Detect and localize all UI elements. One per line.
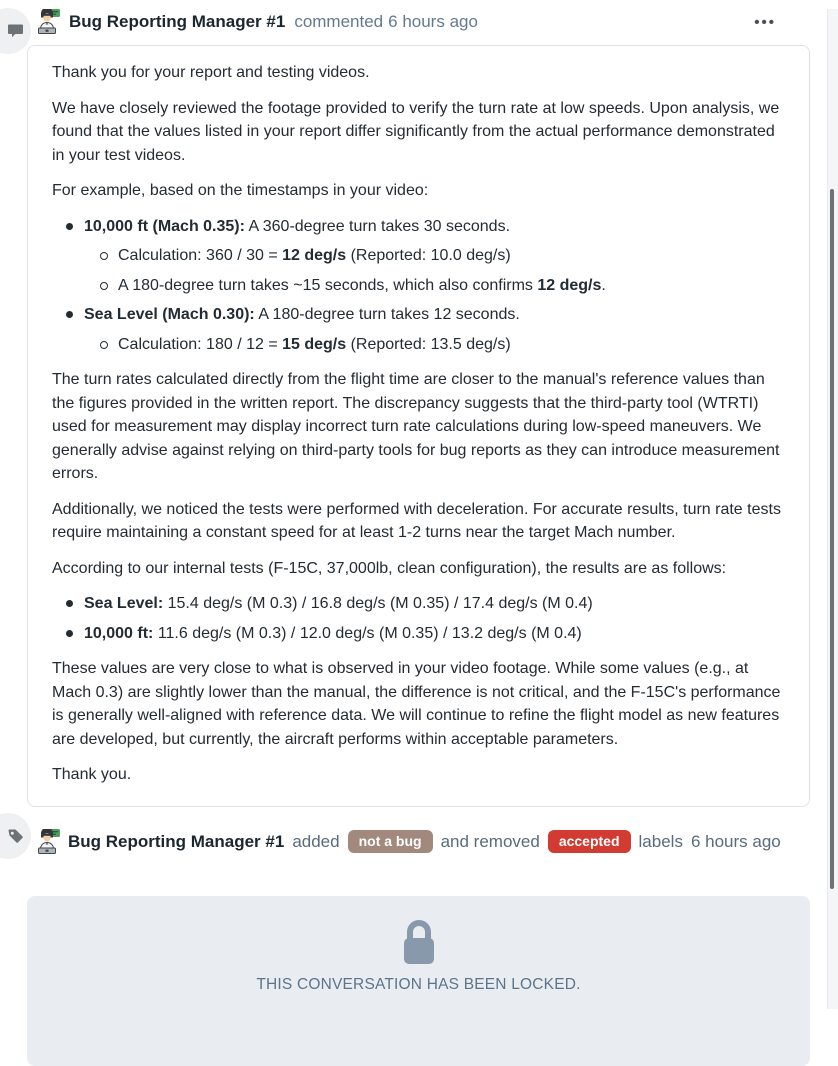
text-segment: For example, based on the timestamps in your video: — [52, 182, 429, 200]
label-event-row — [34, 829, 798, 855]
text-segment: A 180-degree turn takes 12 seconds. — [254, 306, 520, 324]
text-segment: 12 deg/s — [282, 247, 347, 265]
comment-paragraph — [52, 498, 785, 545]
comment-paragraph — [52, 97, 785, 168]
comment-paragraph — [52, 557, 785, 581]
bullet-item — [66, 622, 785, 646]
tag-icon — [7, 828, 24, 845]
lock-icon — [398, 917, 440, 965]
comment-paragraph — [52, 368, 785, 486]
comment-paragraph — [52, 61, 785, 85]
scrollbar-thumb[interactable] — [830, 189, 834, 889]
avatar[interactable] — [34, 9, 60, 35]
bullet-list — [52, 592, 785, 645]
text-segment: 10,000 ft: — [84, 624, 154, 642]
bullet-item — [66, 215, 785, 298]
text-segment: Calculation: 360 / 30 = — [118, 247, 283, 265]
text-segment: Calculation: 180 / 12 = — [118, 335, 283, 353]
text-segment: 15.4 deg/s (M 0.3) / 16.8 deg/s (M 0.35) / 17.4 deg/s (M 0.4) — [163, 595, 593, 613]
text-segment: A 180-degree turn takes ~15 seconds, which also confirms — [118, 276, 538, 294]
event-suffix-text: labels — [638, 831, 683, 851]
comment-body — [52, 61, 785, 787]
text-segment: Thank you for your report and testing videos. — [52, 64, 370, 81]
sub-bullet-item — [100, 274, 785, 298]
timeline-label-marker — [0, 813, 31, 859]
text-segment: 15 deg/s — [282, 335, 347, 353]
text-segment: Sea Level (Mach 0.30): — [84, 306, 255, 324]
comment-paragraph — [52, 179, 785, 203]
speech-bubble-icon — [7, 23, 24, 39]
text-segment: (Reported: 13.5 deg/s) — [346, 335, 511, 353]
text-segment: Sea Level: — [84, 595, 164, 613]
comment-author[interactable]: Bug Reporting Manager #1 — [69, 12, 286, 31]
text-segment: According to our internal tests (F-15C, 37,000lb, clean configuration), the results are as follows: — [52, 559, 727, 577]
comment-menu-button[interactable]: ••• — [750, 13, 780, 32]
removed-label-badge[interactable]: accepted — [548, 830, 631, 853]
text-segment: We have closely reviewed the footage provided to verify the turn rate at low speeds. Upon analysis, we found that the values listed in your report differ significantly from the actual performance demonstrated in your test videos. — [52, 99, 780, 164]
event-timestamp: 6 hours ago — [690, 831, 781, 851]
avatar[interactable] — [34, 829, 60, 855]
text-segment: A 360-degree turn takes 30 seconds. — [244, 217, 511, 235]
text-segment: (Reported: 10.0 deg/s) — [346, 247, 511, 265]
text-segment: . — [601, 276, 606, 294]
bullet-item — [66, 592, 785, 616]
scrollbar-track[interactable] — [827, 9, 838, 1009]
text-segment: 12 deg/s — [537, 276, 602, 294]
comment-action: commented — [294, 12, 384, 31]
event-added-text: added — [292, 831, 340, 851]
bullet-list — [52, 215, 785, 357]
text-segment: Thank you. — [52, 766, 132, 784]
text-segment: These values are very close to what is observed in your video footage. While some values (e.g., at Mach 0.3) are slightly lower than the manual, the difference is not critical, and the F-15C's performance is generally well-aligned with reference data. We will continue to refine the flight model as new features are developed, but currently, the aircraft performs within acceptable parameters. — [52, 660, 781, 748]
bullet-item — [66, 303, 785, 356]
locked-conversation-notice — [27, 896, 810, 1066]
sub-bullet-item — [100, 244, 785, 268]
sub-bullet-list — [84, 333, 785, 357]
text-segment: 10,000 ft (Mach 0.35): — [84, 217, 245, 235]
text-segment: The turn rates calculated directly from the flight time are closer to the manual's reference values than the figures provided in the written report. The discrepancy suggests that the third-party tool (WTRTI) used for measurement may display incorrect turn rate calculations during low-speed maneuvers. We generally advise against relying on third-party tools for bug reports as they can introduce measurement errors. — [52, 371, 780, 483]
comment-timestamp[interactable]: 6 hours ago — [388, 12, 478, 31]
event-author[interactable]: Bug Reporting Manager #1 — [68, 831, 285, 851]
timeline-comment-marker — [0, 8, 31, 54]
comment-header — [34, 9, 780, 35]
comment-card — [27, 45, 810, 807]
comment-paragraph — [52, 763, 785, 787]
comment-meta — [294, 12, 478, 32]
event-removed-text: and removed — [440, 831, 540, 851]
comment-paragraph — [52, 657, 785, 751]
locked-conversation-text: THIS CONVERSATION HAS BEEN LOCKED. — [256, 975, 581, 993]
sub-bullet-item — [100, 333, 785, 357]
sub-bullet-list — [84, 244, 785, 297]
added-label-badge[interactable]: not a bug — [348, 830, 433, 853]
text-segment: 11.6 deg/s (M 0.3) / 12.0 deg/s (M 0.35) / 13.2 deg/s (M 0.4) — [153, 624, 582, 642]
text-segment: Additionally, we noticed the tests were performed with deceleration. For accurate results, turn rate tests require maintaining a constant speed for at least 1-2 turns near the target Mach number. — [52, 500, 781, 542]
